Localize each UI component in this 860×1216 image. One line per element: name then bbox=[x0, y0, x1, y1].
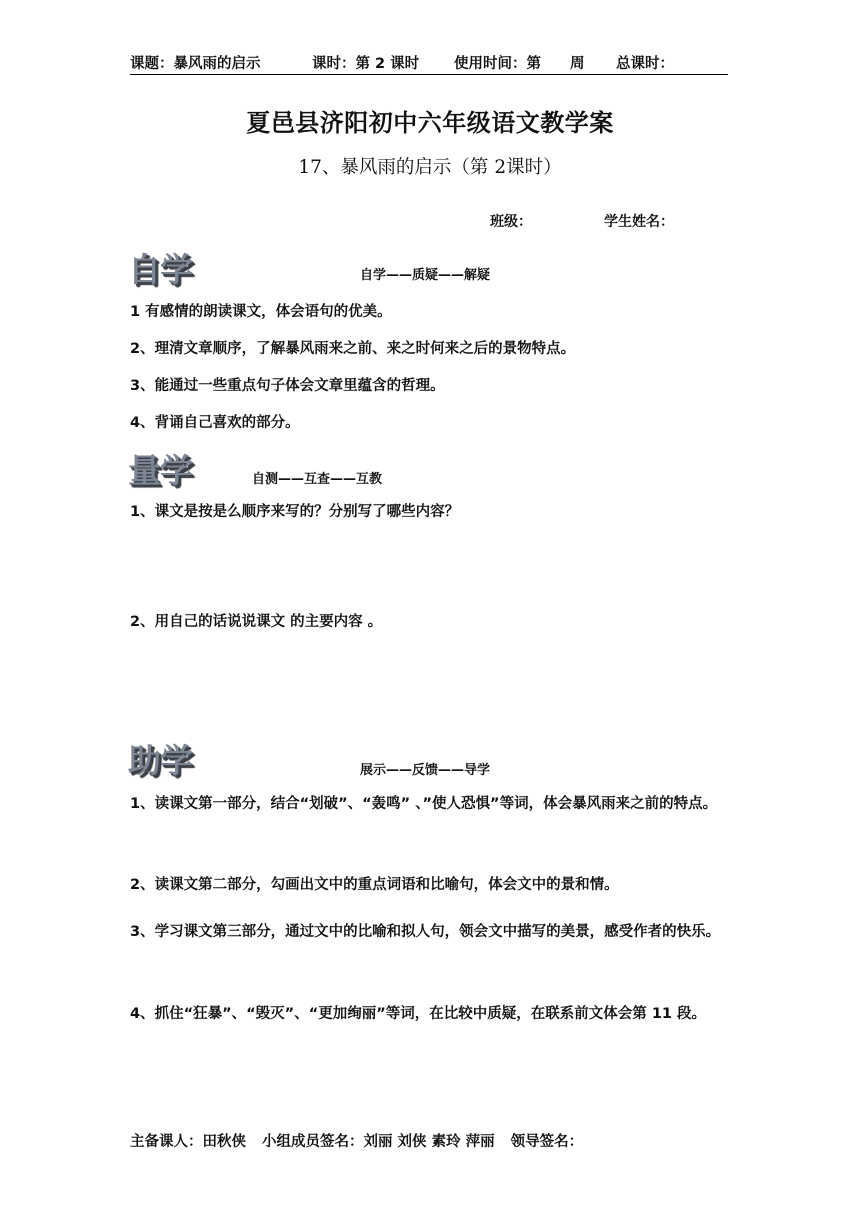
footer-members: 小组成员签名：刘丽 刘侠 素玲 萍丽 bbox=[262, 1134, 495, 1150]
footer-preparer: 主备课人：田秋侠 bbox=[130, 1134, 246, 1150]
zixue-item: 2、理清文章顺序，了解暴风雨来之前、来之时何来之后的景物特点。 bbox=[130, 341, 576, 357]
section-tag-zixue: 自学 bbox=[128, 250, 192, 289]
footer-leader: 领导签名： bbox=[510, 1134, 584, 1150]
header-period: 课时：第 2 课时 bbox=[312, 56, 420, 72]
class-label: 班级： bbox=[490, 214, 532, 230]
zixue-item: 1 有感情的朗读课文，体会语句的优美。 bbox=[130, 304, 392, 320]
header-topic: 课题：暴风雨的启示 bbox=[130, 56, 261, 72]
zhuxue-item: 1、读课文第一部分，结合“划破”、“轰鸣” 、”使人恐惧”等词，体会暴风雨来之前的特点。 bbox=[130, 796, 718, 812]
page-header bbox=[130, 52, 728, 75]
section-tag-liangxue: 量学 bbox=[128, 451, 192, 490]
page-subtitle: 17、暴风雨的启示（第 2课时） bbox=[298, 157, 562, 178]
liangxue-question: 2、用自己的话说说课文 的主要内容 。 bbox=[130, 614, 383, 630]
zixue-item: 3、能通过一些重点句子体会文章里蕴含的哲理。 bbox=[130, 378, 445, 394]
zhuxue-item: 4、抓住“狂暴”、“毁灭”、“更加绚丽”等词，在比较中质疑，在联系前文体会第 11 段。 bbox=[130, 1006, 707, 1022]
page-title: 夏邑县济阳初中六年级语文教学案 bbox=[246, 109, 614, 137]
zixue-item: 4、背诵自己喜欢的部分。 bbox=[130, 415, 300, 431]
student-name-label: 学生姓名： bbox=[604, 214, 674, 230]
zhuxue-item: 3、学习课文第三部分，通过文中的比喻和拟人句，领会文中描写的美景，感受作者的快乐。 bbox=[130, 924, 721, 940]
liangxue-question: 1、课文是按是么顺序来写的？分别写了哪些内容？ bbox=[130, 504, 460, 520]
signature-footer bbox=[130, 1130, 599, 1151]
section-flow-zixue: 自学——质疑——解疑 bbox=[360, 268, 491, 283]
section-flow-liangxue: 自测——互查——互教 bbox=[252, 472, 383, 487]
section-flow-zhuxue: 展示——反馈——导学 bbox=[360, 763, 491, 778]
zhuxue-item: 2、读课文第二部分，勾画出文中的重点词语和比喻句，体会文中的景和情。 bbox=[130, 877, 619, 893]
section-tag-zhuxue: 助学 bbox=[128, 741, 192, 780]
header-total: 总课时： bbox=[616, 56, 674, 72]
student-info-row bbox=[490, 211, 674, 231]
header-use-time: 使用时间：第 周 bbox=[454, 56, 585, 72]
